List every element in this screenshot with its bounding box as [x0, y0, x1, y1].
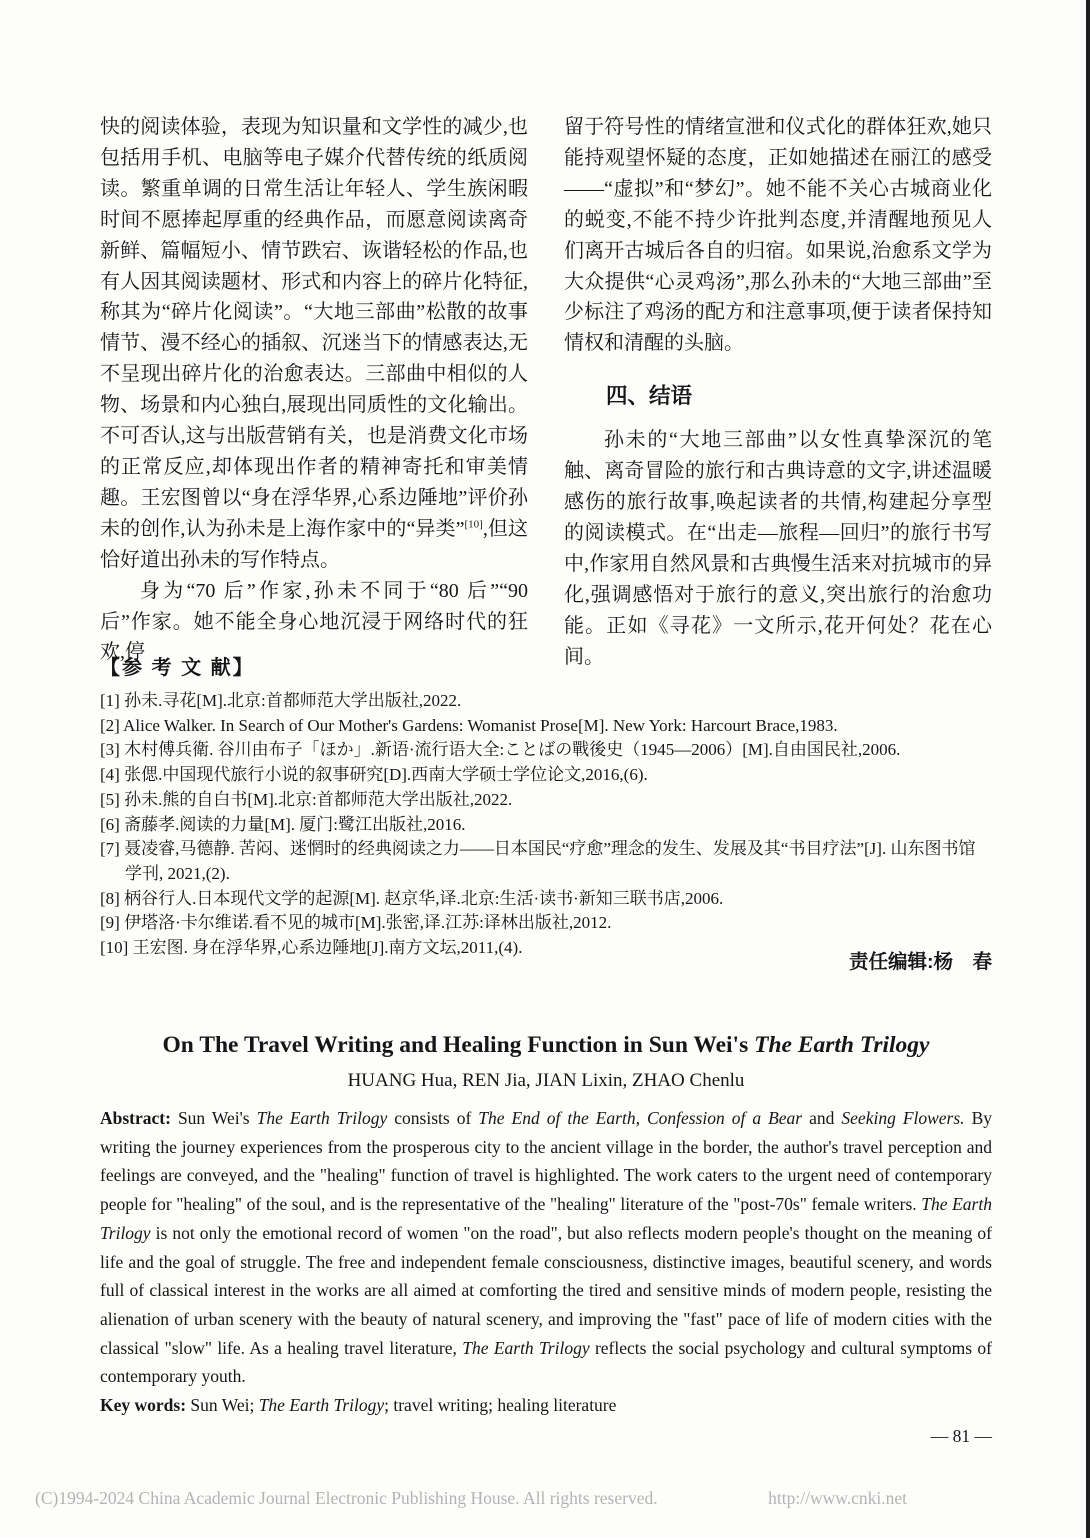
reference-item: [7] 聂凌睿,马德静. 苦闷、迷惘时的经典阅读之力——日本国民“疗愈”理念的发生、发展及其“书目疗法”[J]. 山东图书馆学刊, 2021,(2).	[100, 839, 976, 883]
english-section	[100, 1022, 992, 1420]
page-number: — 81 —	[930, 1426, 992, 1446]
english-keywords: Key words: Sun Wei; The Earth Trilogy; travel writing; healing literature	[100, 1395, 617, 1416]
page-footer	[35, 1488, 907, 1509]
editor-note: 责任编辑:杨 春	[849, 951, 992, 973]
paragraph: 快的阅读体验，表现为知识量和文学性的减少,也包括用手机、电脑等电子媒介代替传统的纸质阅读。繁重单调的日常生活让年轻人、学生族闲暇时间不愿捧起厚重的经典作品，而愿意阅读离奇新鲜、篇幅短小、情节跌宕、诙谐轻松的作品,也有人因其阅读题材、形式和内容上的碎片化特征,称其为“碎片化阅读”。“大地三部曲”松散的故事情节、漫不经心的插叙、沉迷当下的情感表达,无不呈现出碎片化的治愈表达。三部曲中相似的人物、场景和内心独白,展现出同质性的文化输出。不可否认,这与出版营销有关，也是消费文化市场的正常反应,却体现出作者的精神寄托和审美情趣。王宏图曾以“身在浮华界,心系边陲地”评价孙未的创作,认为孙未是上海作家中的“异类”[10],但这恰好道出孙未的写作特点。	[100, 116, 528, 571]
left-column	[100, 112, 528, 673]
references-heading: 【参 考 文 献】	[100, 657, 255, 679]
reference-item: [5] 孙未.熊的自白书[M].北京:首都师范大学出版社,2022.	[100, 789, 513, 809]
footer-url: http://www.cnki.net	[768, 1488, 907, 1508]
english-authors: HUANG Hua, REN Jia, JIAN Lixin, ZHAO Chenlu	[347, 1070, 745, 1091]
reference-item: [3] 木村傅兵衛. 谷川由布子「ほか」.新语·流行语大全:ことばの戰後史（1945—2006）[M].自由国民社,2006.	[100, 740, 901, 760]
conclusion-heading: 四、结语	[606, 384, 693, 409]
references-list	[100, 689, 992, 961]
reference-item: [6] 斋藤孝.阅读的力量[M]. 厦门:鹭江出版社,2016.	[100, 814, 466, 834]
paragraph: 留于符号性的情绪宣泄和仪式化的群体狂欢,她只能持观望怀疑的态度，正如她描述在丽江的感受——“虚拟”和“梦幻”。她不能不关心古城商业化的蜕变,不能不持少许批判态度,并清醒地预见人们离开古城后各自的归宿。如果说,治愈系文学为大众提供“心灵鸡汤”,那么孙未的“大地三部曲”至少标注了鸡汤的配方和注意事项,便于读者保持知情权和清醒的头脑。	[564, 116, 992, 355]
reference-item: [9] 伊塔洛·卡尔维诺.看不见的城市[M].张密,译.江苏:译林出版社,2012.	[100, 913, 612, 933]
footer-copyright: (C)1994-2024 China Academic Journal Electronic Publishing House. All rights reserved.	[35, 1488, 658, 1508]
references-section	[100, 651, 992, 961]
reference-item: [8] 柄谷行人.日本现代文学的起源[M]. 赵京华,译.北京:生活·读书·新知三联书店,2006.	[100, 888, 724, 908]
english-title: On The Travel Writing and Healing Function in Sun Wei's The Earth Trilogy	[162, 1032, 930, 1058]
right-column-top	[564, 112, 992, 359]
right-column-bottom	[564, 425, 992, 672]
body-columns	[100, 112, 992, 673]
reference-item: [2] Alice Walker. In Search of Our Mother's Gardens: Womanist Prose[M]. New York: Harcourt Brace,1983.	[100, 715, 838, 735]
paragraph: 身为“70 后”作家,孙未不同于“80 后”“90 后”作家。她不能全身心地沉浸于网络时代的狂欢,停	[100, 579, 528, 664]
right-column	[564, 112, 992, 673]
paragraph: 孙未的“大地三部曲”以女性真挚深沉的笔触、离奇冒险的旅行和古典诗意的文字,讲述温暖感伤的旅行故事,唤起读者的共情,构建起分享型的阅读模式。在“出走—旅程—回归”的旅行书写中,作家用自然风景和古典慢生活来对抗城市的异化,强调感悟对于旅行的意义,突出旅行的治愈功能。正如《寻花》一文所示,花开何处？花在心间。	[564, 429, 992, 668]
reference-item: [4] 张偲.中国现代旅行小说的叙事研究[D].西南大学硕士学位论文,2016,(6).	[100, 765, 648, 785]
english-abstract: Abstract: Sun Wei's The Earth Trilogy consists of The End of the Earth, Confession of a Bear and Seeking Flowers. By writing the journey experiences from the prosperous city to the ancient village in the border, the author's travel perception and feelings are conveyed, and the "healing" function of travel is highlighted. The work caters to the urgent need of contemporary people for "healing" of the soul, and is the representative of the "healing" literature of the "post-70s" female writers. The Earth Trilogy is not only the emotional record of women "on the road", but also reflects modern people's thought on the meaning of life and the goal of struggle. The free and independent female consciousness, distinctive images, beautiful scenery, and words full of classical interest in the works are all aimed at comforting the tired and sensitive minds of modern people, resisting the alienation of urban scenery with the beauty of natural scenery, and improving the "fast" pace of life of modern cities with the classical "slow" life. As a healing travel literature, The Earth Trilogy reflects the social psychology and cultural symptoms of contemporary youth.	[100, 1108, 992, 1387]
reference-item: [10] 王宏图. 身在浮华界,心系边陲地[J].南方文坛,2011,(4).	[100, 938, 523, 958]
reference-item: [1] 孙未.寻花[M].北京:首都师范大学出版社,2022.	[100, 691, 462, 710]
page-edge-line	[1086, 0, 1090, 1538]
